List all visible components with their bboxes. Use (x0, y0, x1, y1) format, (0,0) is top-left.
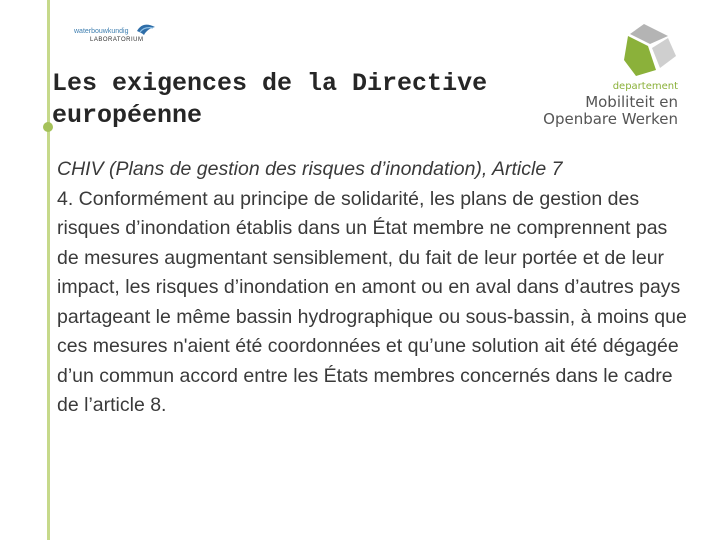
departement-name-line1: Mobiliteit en (585, 93, 678, 111)
lab-logo-line2: LABORATORIUM (90, 37, 144, 43)
departement-mow-logo (543, 22, 698, 132)
wave-icon (136, 22, 156, 36)
departement-label: departement (612, 81, 678, 92)
departement-name-line2: Openbare Werken (543, 110, 678, 128)
departement-name (543, 94, 678, 128)
slide-title-line1: Les exigences de la Directive (52, 69, 488, 98)
slide-title (52, 68, 522, 132)
lab-logo-line1: waterbouwkundig (74, 28, 129, 35)
slide-title-line2: européenne (52, 101, 203, 130)
slide-body (57, 155, 687, 421)
article-paragraph: 4. Conformément au principe de solidarité, les plans de gestion des risques d’inondation établis dans un État membre ne comprennent pas de mesures augmentant sensiblement, du fait de leur portée et de leur impact, les risques d’inondation en amont ou en aval dans d’autres pays partageant le même bassin hydrographique ou sous-bassin, à moins que ces mesures n'aient été coordonnées et qu’une solution ait été dégagée d’un commun accord entre les États membres concernés dans le cadre de l’article 8. (57, 187, 687, 416)
article-heading: CHIV (Plans de gestion des risques d’inondation), Article 7 (57, 158, 563, 180)
departement-emblem-icon (610, 22, 678, 78)
waterbouwkundig-laboratorium-logo (74, 18, 164, 48)
accent-bar (47, 0, 50, 540)
